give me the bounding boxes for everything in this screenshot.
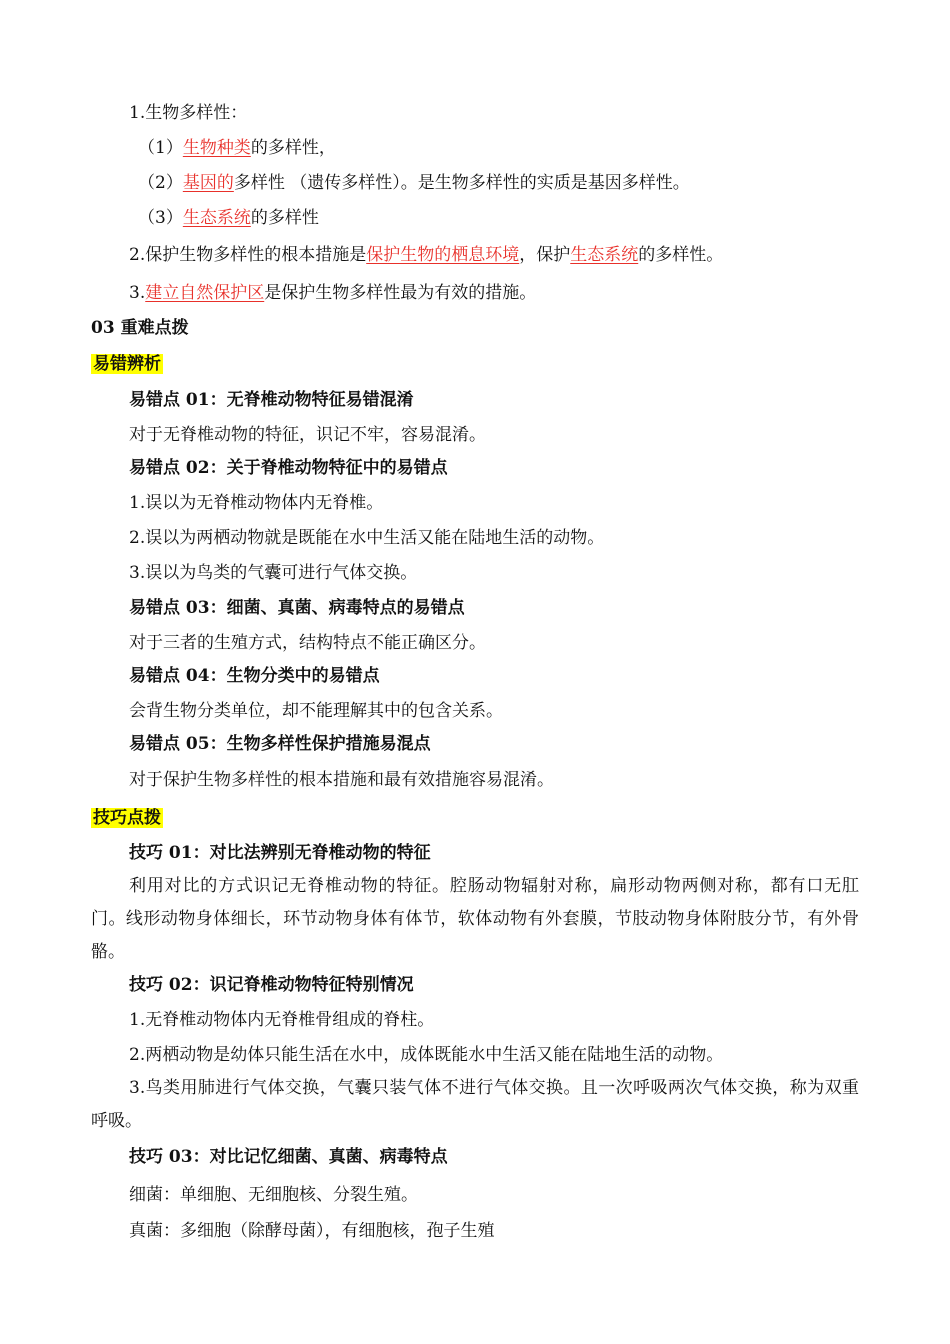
point-suffix: 的多样性。: [638, 245, 724, 265]
key-term: 生物种类: [182, 138, 251, 158]
item-prefix: （2）: [138, 173, 183, 193]
tips-label: 技巧点拨: [93, 808, 161, 828]
tip-2-line-1: 1.无脊椎动物体内无脊椎骨组成的脊柱。: [129, 1010, 435, 1030]
tips-label-row: [0, 806, 950, 830]
error-2-line-3: 3.误以为鸟类的气囊可进行气体交换。: [129, 563, 418, 583]
errors-label-row: [0, 352, 950, 376]
biodiversity-item-1: [0, 136, 950, 160]
error-5-text: 对于保护生物多样性的根本措施和最有效措施容易混淆。: [129, 770, 554, 790]
item-prefix: （3）: [138, 208, 183, 228]
tip-2-title: 技巧 02：识记脊椎动物特征特别情况: [129, 975, 414, 995]
error-1-text: 对于无脊椎动物的特征，识记不牢，容易混淆。: [129, 425, 486, 445]
item-suffix: 的多样性，: [250, 138, 336, 158]
biodiversity-point-3: [0, 281, 950, 305]
error-4-title: 易错点 04：生物分类中的易错点: [129, 666, 380, 686]
tip-2-line-3: 3.鸟类用肺进行气体交换，气囊只装气体不进行气体交换。且一次呼吸两次气体交换，称为双重呼吸。: [91, 1078, 859, 1131]
key-term: 基因的: [182, 173, 234, 193]
error-4-text: 会背生物分类单位，却不能理解其中的包含关系。: [129, 701, 503, 721]
biodiversity-item-2: [0, 171, 950, 195]
key-term: 建立自然保护区: [145, 283, 265, 303]
error-2-title: 易错点 02：关于脊椎动物特征中的易错点: [129, 458, 448, 478]
item-prefix: （1）: [138, 138, 183, 158]
item-suffix: 多样性 （遗传多样性）。是生物多样性的实质是基因多样性。: [233, 173, 690, 193]
error-3-text: 对于三者的生殖方式，结构特点不能正确区分。: [129, 633, 486, 653]
error-5-title: 易错点 05：生物多样性保护措施易混点: [129, 734, 431, 754]
tip-3-line-1: 细菌：单细胞、无细胞核、分裂生殖。: [129, 1185, 418, 1205]
error-3-title: 易错点 03：细菌、真菌、病毒特点的易错点: [129, 598, 465, 618]
biodiversity-item-3: [0, 206, 950, 230]
key-term: 生态系统: [570, 245, 639, 265]
tip-3-title: 技巧 03：对比记忆细菌、真菌、病毒特点: [129, 1147, 448, 1167]
biodiversity-point-2: [0, 243, 950, 267]
error-1-title: 易错点 01：无脊椎动物特征易错混淆: [129, 390, 414, 410]
key-term: 生态系统: [182, 208, 251, 228]
section-title: 03 重难点拨: [91, 318, 189, 338]
tip-3-line-2: 真菌：多细胞（除酵母菌），有细胞核，孢子生殖: [129, 1221, 495, 1241]
point-mid: ，保护: [519, 245, 571, 265]
tip-2-line-2: 2.两栖动物是幼体只能生活在水中，成体既能水中生活又能在陆地生活的动物。: [129, 1045, 724, 1065]
point-prefix: 2.保护生物多样性的根本措施是: [129, 245, 367, 265]
point-prefix: 3.: [129, 283, 146, 303]
tip-1-text: 利用对比的方式识记无脊椎动物的特征。腔肠动物辐射对称，扁形动物两侧对称，都有口无肛门。线形动物身体细长，环节动物身体有体节，软体动物有外套膜，节肢动物身体附肢分节，有外骨骼。: [91, 876, 859, 962]
point-suffix: 是保护生物多样性最为有效的措施。: [264, 283, 537, 303]
error-2-line-1: 1.误以为无脊椎动物体内无脊椎。: [129, 493, 384, 513]
error-2-line-2: 2.误以为两栖动物就是既能在水中生活又能在陆地生活的动物。: [129, 528, 605, 548]
errors-label: 易错辨析: [93, 354, 161, 374]
tip-1-title: 技巧 01：对比法辨别无脊椎动物的特征: [129, 843, 431, 863]
biodiversity-heading: 1.生物多样性：: [129, 103, 248, 123]
key-term: 保护生物的栖息环境: [366, 245, 520, 265]
item-suffix: 的多样性: [250, 208, 319, 228]
